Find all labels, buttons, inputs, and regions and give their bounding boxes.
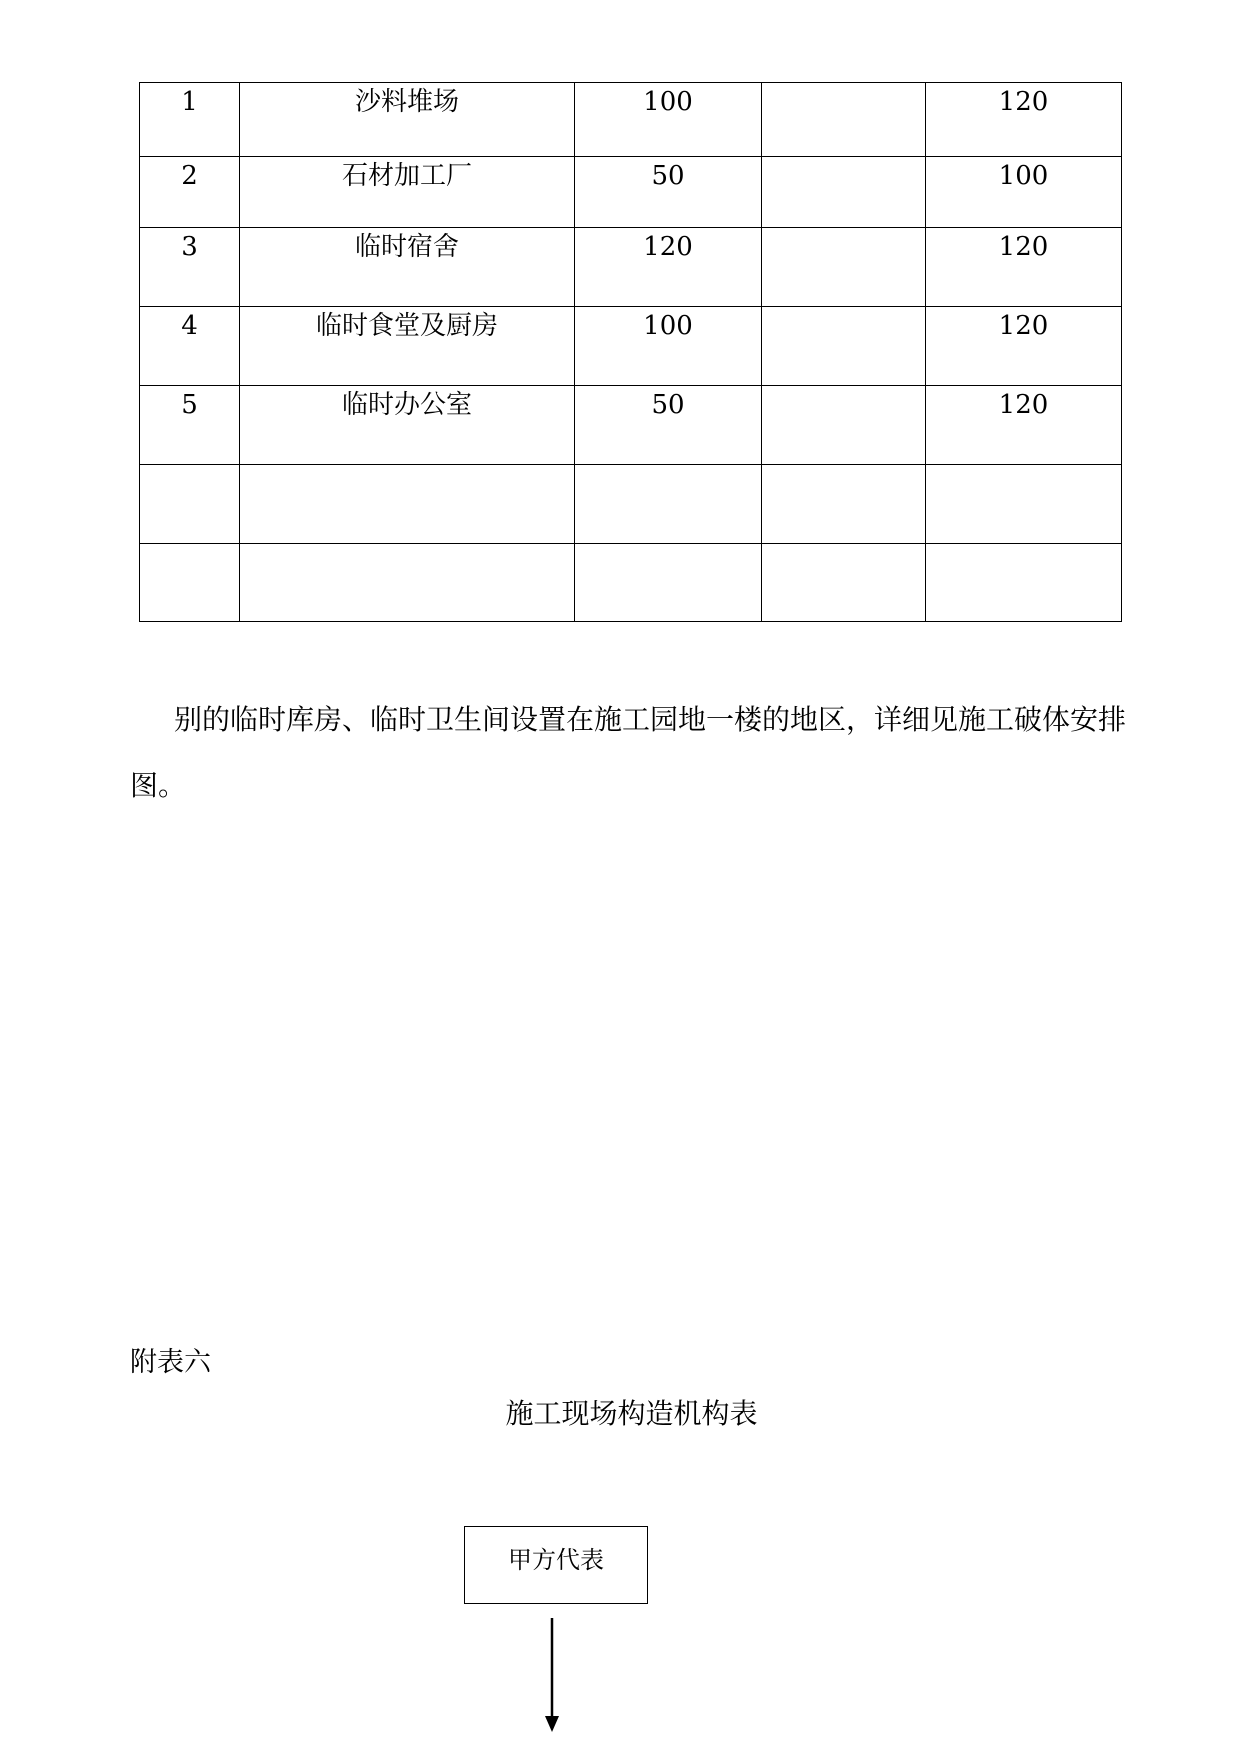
cell-name xyxy=(240,465,575,544)
cell-value-a: 100 xyxy=(575,307,762,386)
cell-value-c xyxy=(926,544,1122,622)
org-chart-title: 施工现场构造机构表 xyxy=(505,1397,758,1430)
cell-name: 临时食堂及厨房 xyxy=(240,307,575,386)
cell-value-b xyxy=(762,544,926,622)
cell-value-c: 100 xyxy=(926,157,1122,228)
body-paragraph: 别的临时库房、临时卫生间设置在施工园地一楼的地区，详细见施工破体安排图。 xyxy=(130,703,1127,802)
cell-name: 临时办公室 xyxy=(240,386,575,465)
cell-value-b xyxy=(762,83,926,157)
cell-value-c: 120 xyxy=(926,228,1122,307)
cell-value-b xyxy=(762,228,926,307)
cell-value-a: 100 xyxy=(575,83,762,157)
org-chart-top-box-label: 甲方代表 xyxy=(508,1546,604,1574)
cell-name: 沙料堆场 xyxy=(240,83,575,157)
cell-value-a xyxy=(575,465,762,544)
table-row xyxy=(140,83,1122,157)
table-row xyxy=(140,157,1122,228)
site-facilities-table xyxy=(139,82,1122,622)
table-row xyxy=(140,386,1122,465)
cell-value-a: 120 xyxy=(575,228,762,307)
cell-value-b xyxy=(762,157,926,228)
appendix-label: 附表六 xyxy=(130,1347,211,1378)
cell-name xyxy=(240,544,575,622)
cell-name: 石材加工厂 xyxy=(240,157,575,228)
table-row xyxy=(140,228,1122,307)
cell-value-a: 50 xyxy=(575,157,762,228)
cell-index: 4 xyxy=(140,307,240,386)
cell-value-c: 120 xyxy=(926,83,1122,157)
table-row xyxy=(140,307,1122,386)
org-chart-top-box xyxy=(464,1526,648,1604)
cell-index xyxy=(140,544,240,622)
cell-value-a xyxy=(575,544,762,622)
table-row xyxy=(140,544,1122,622)
cell-value-b xyxy=(762,386,926,465)
cell-index xyxy=(140,465,240,544)
cell-value-c xyxy=(926,465,1122,544)
table-row xyxy=(140,465,1122,544)
cell-index: 2 xyxy=(140,157,240,228)
cell-index: 1 xyxy=(140,83,240,157)
cell-name: 临时宿舍 xyxy=(240,228,575,307)
cell-index: 5 xyxy=(140,386,240,465)
cell-value-b xyxy=(762,465,926,544)
down-arrow-icon xyxy=(540,1618,564,1738)
cell-value-c: 120 xyxy=(926,307,1122,386)
cell-value-c: 120 xyxy=(926,386,1122,465)
cell-value-a: 50 xyxy=(575,386,762,465)
cell-index: 3 xyxy=(140,228,240,307)
cell-value-b xyxy=(762,307,926,386)
